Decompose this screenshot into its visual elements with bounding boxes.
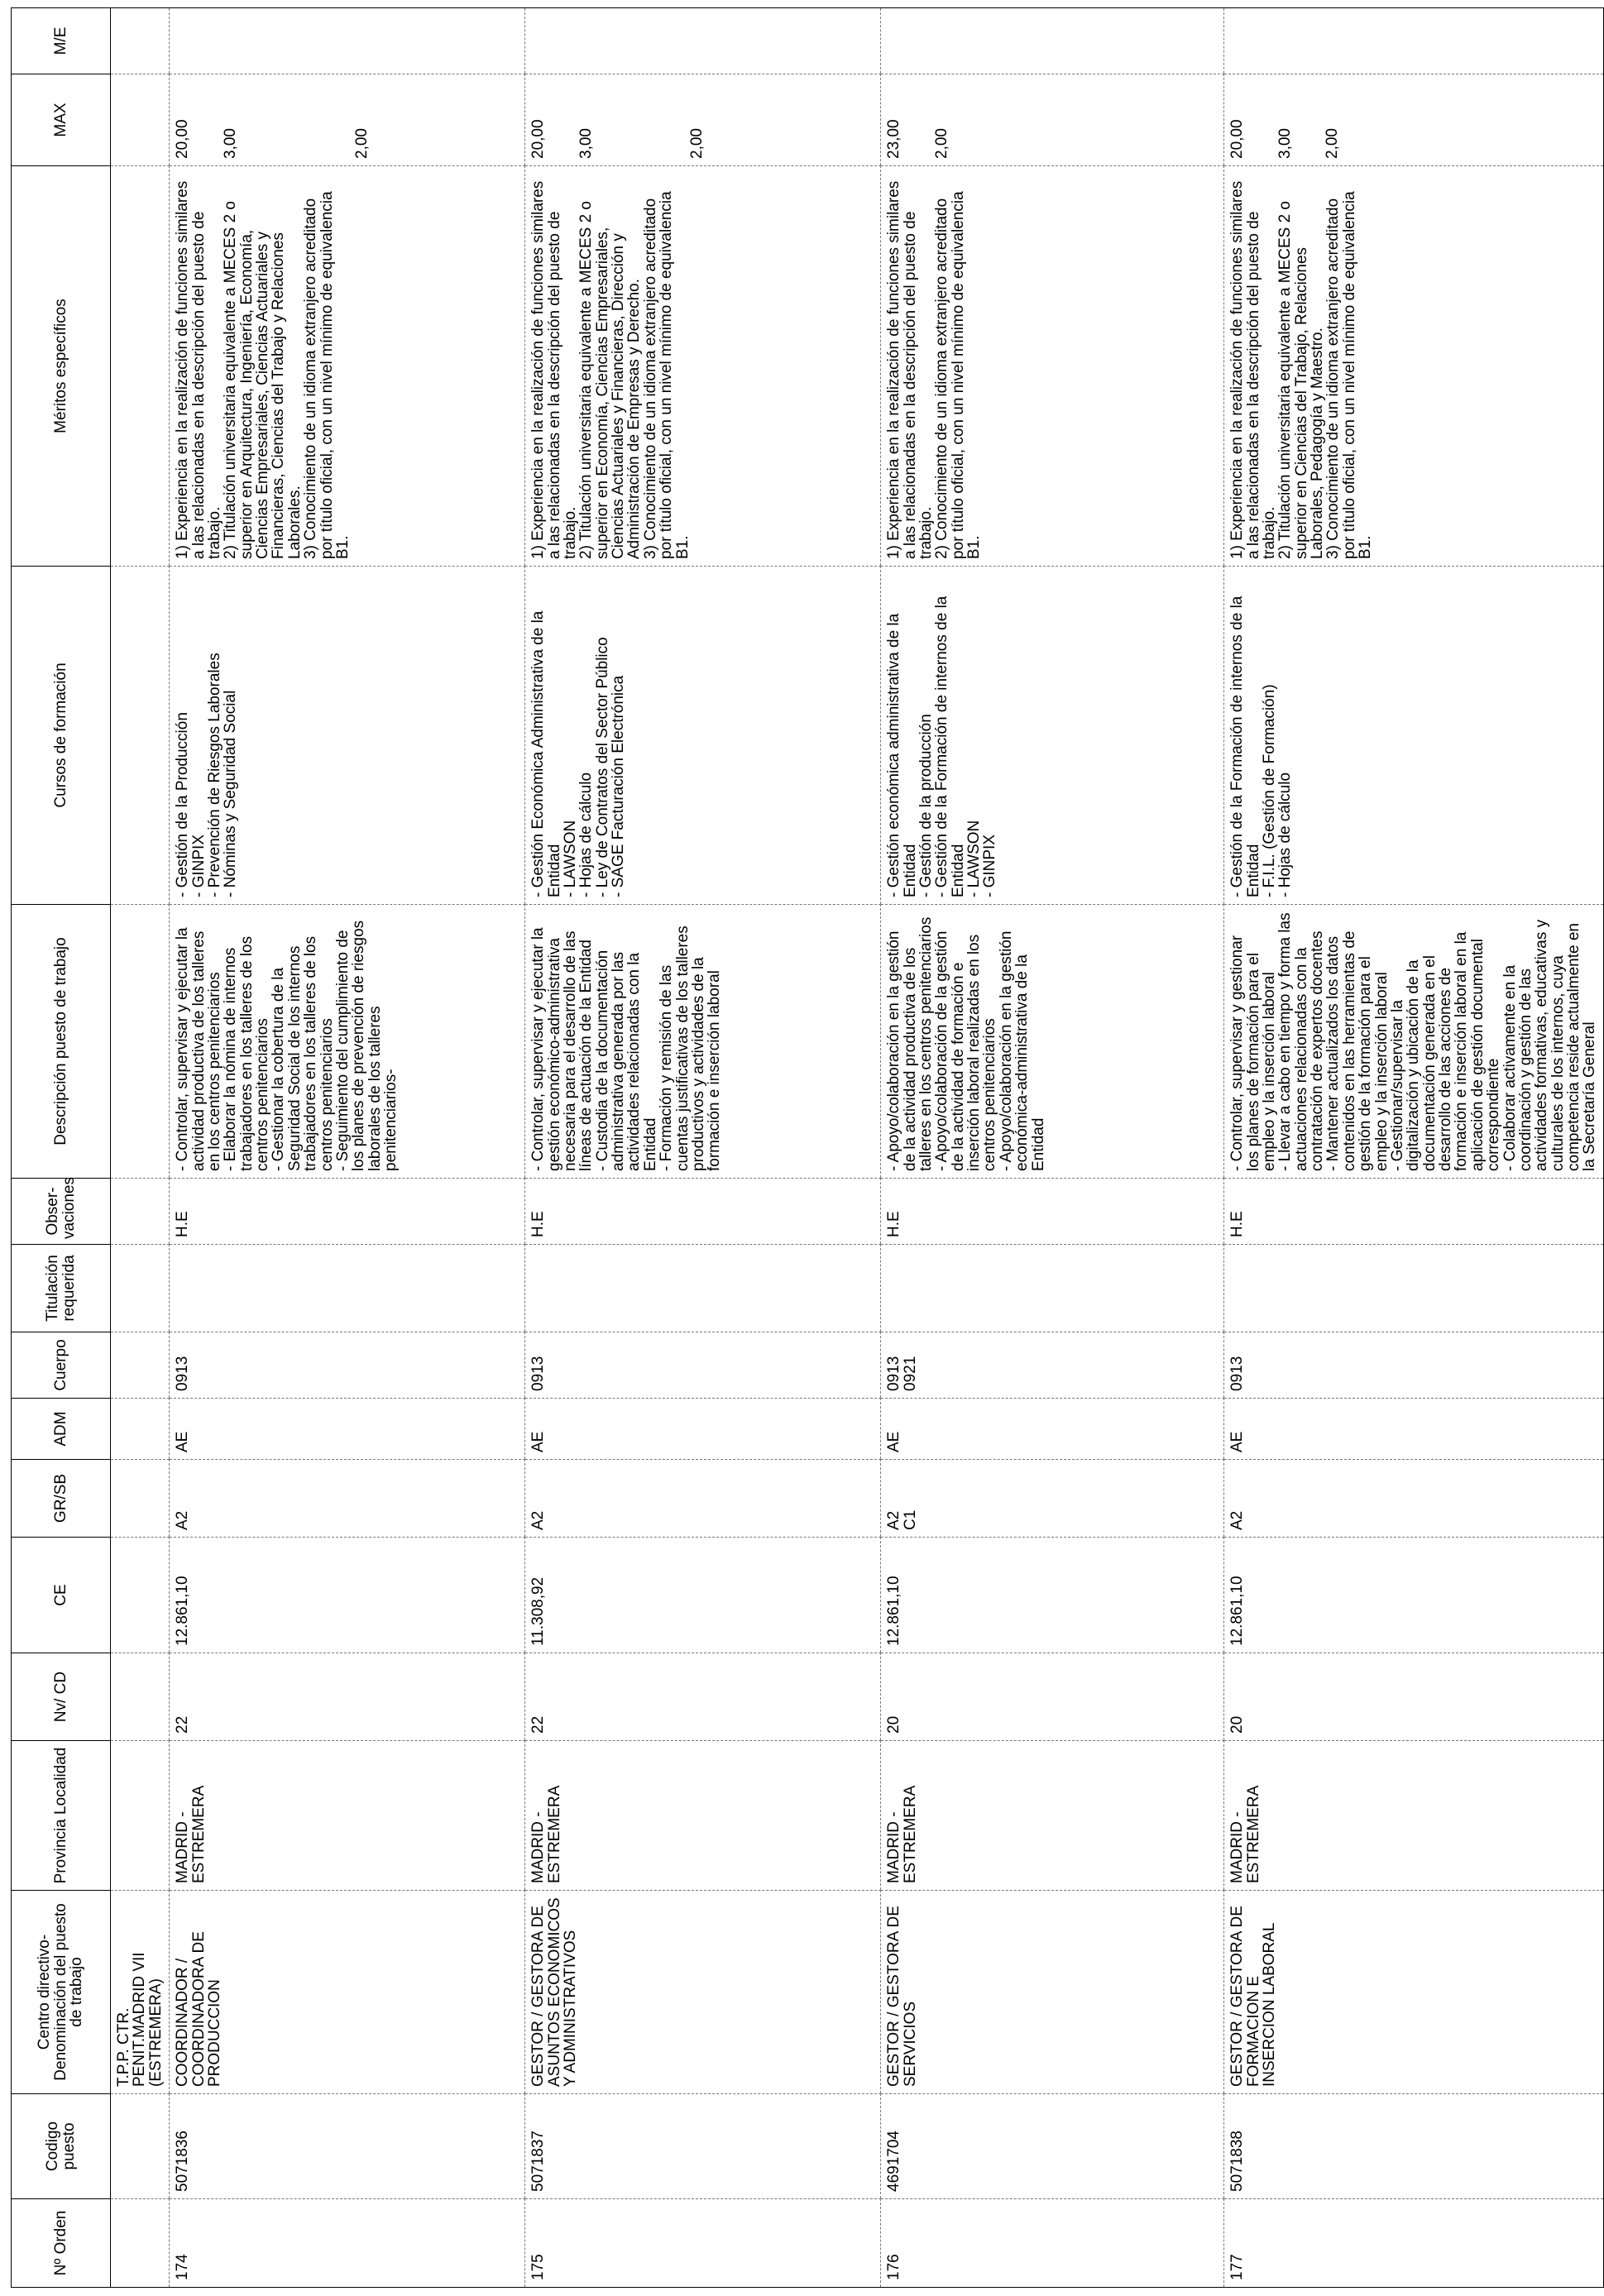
table-row xyxy=(170,8,525,2288)
cell-orden: 174 xyxy=(170,2199,525,2288)
header-max: MAX xyxy=(12,74,111,166)
cell-nivel: 22 xyxy=(525,1653,881,1741)
cell-adm: AE xyxy=(525,1399,881,1460)
cell-codigo: 5071837 xyxy=(525,2094,881,2199)
cell-me xyxy=(881,8,1224,74)
table-row xyxy=(881,8,1224,2288)
cell-descripcion: - Apoyo/colaboración en la gestión de la actividad productiva de los talleres en los centros penitenciarios - Apoyo/colaboración de la gestión de la actividad de formación e inserción laboral realizadas en los centros penitenciarios - Apoyo/colaboración en la gestión económica-administrativa de la Entidad xyxy=(881,905,1224,1179)
max-value: 3,00 xyxy=(1276,128,1294,159)
cell-cuerpo: 0913 0921 xyxy=(881,1332,1224,1399)
max-value: 23,00 xyxy=(885,119,903,159)
cell-ce: 12.861,10 xyxy=(881,1538,1224,1653)
cell-codigo: 5071838 xyxy=(1224,2094,1604,2199)
max-value: 3,00 xyxy=(577,128,595,159)
cell-max xyxy=(881,74,1224,166)
header-centro: Centro directivo- Denominación del puesto de trabajo xyxy=(12,1891,111,2094)
header-grsb: GR/SB xyxy=(12,1460,111,1538)
cell-denominacion: GESTOR / GESTORA DE SERVICIOS xyxy=(881,1891,1224,2094)
cell-denominacion: GESTOR / GESTORA DE ASUNTOS ECONOMICOS Y ADMINISTRATIVOS xyxy=(525,1891,881,2094)
cell-provincia: MADRID - ESTREMERA xyxy=(881,1741,1224,1891)
cell-cuerpo: 0913 xyxy=(170,1332,525,1399)
cell-grsb: A2 C1 xyxy=(881,1460,1224,1538)
header-me: M/E xyxy=(12,8,111,74)
cell-descripcion: - Controlar, supervisar y ejecutar la gestión económico-administrativa necesaria para el desarrollo de las líneas de actuación de la Entidad - Custodia de la documentación administrativa generada por las actividades relacionadas con la Entidad - Formación y remisión de las cuentas justificativas de los talleres productivos y actividades de la formación e inserción laboral xyxy=(525,905,881,1179)
cell-titulacion xyxy=(525,1245,881,1332)
cell-provincia: MADRID - ESTREMERA xyxy=(170,1741,525,1891)
max-value: 3,00 xyxy=(221,128,239,159)
cell-grsb: A2 xyxy=(1224,1460,1604,1538)
header-cuerpo: Cuerpo xyxy=(12,1332,111,1399)
max-value: 2,00 xyxy=(352,128,371,159)
cell-provincia: MADRID - ESTREMERA xyxy=(1224,1741,1604,1891)
cell-observaciones: H.E xyxy=(881,1179,1224,1245)
cell-meritos: 1) Experiencia en la realización de funciones similares a las relacionadas en la descripción del puesto de trabajo. 2) Conocimiento de un idioma extranjero acreditado por título oficial, con un nivel mínimo de equivalencia B1. xyxy=(881,166,1224,567)
cell-grsb: A2 xyxy=(525,1460,881,1538)
cell-cursos: - Gestión de la Producción - GINPIX - Prevención de Riesgos Laborales - Nóminas y Seguridad Social xyxy=(170,567,525,905)
cell-max xyxy=(170,74,525,166)
max-value: 20,00 xyxy=(1228,119,1247,159)
table-row xyxy=(525,8,881,2288)
cell-denominacion: GESTOR / GESTORA DE FORMACION E INSERCION LABORAL xyxy=(1224,1891,1604,2094)
cell-meritos: 1) Experiencia en la realización de funciones similares a las relacionadas en la descripción del puesto de trabajo. 2) Titulación universitaria equivalente a MECES 2 o superior en Ciencias del Trabajo, Relaciones Laborales, Pedagogía y Maestro. 3) Conocimiento de un idioma extranjero acreditado por título oficial, con un nivel mínimo de equivalencia B1. xyxy=(1224,166,1604,567)
cell-cuerpo: 0913 xyxy=(525,1332,881,1399)
cell-adm: AE xyxy=(1224,1399,1604,1460)
cell-cursos: - Gestión económica administrativa de la Entidad - Gestión de la producción - Gestión de la Formación de internos de la Entidad - LAWSON - GINPIX xyxy=(881,567,1224,905)
header-row xyxy=(12,8,111,2288)
job-positions-table xyxy=(11,7,1604,2288)
cell-orden: 177 xyxy=(1224,2199,1604,2288)
max-value: 2,00 xyxy=(1323,128,1341,159)
header-observaciones: Obser- vaciones xyxy=(12,1179,111,1245)
cell-descripcion: - Controlar, supervisar y gestionar los planes de formación para el empleo y la inserción laboral - Llevar a cabo en tiempo y forma las actuaciones relacionadas con la contratación de expertos docentes - Mantener actualizados los datos contenidos en las herramientas de gestión de la formación para el empleo y la inserción laboral - Gestionar/supervisar la digitalización y ubicación de la documentación generada en el desarrollo de las acciones de formación e inserción laboral en la aplicación de gestión documental correspondiente - Colaborar activamente en la coordinación y gestión de las actividades formativas, educativas y culturales de los internos, cuya competencia reside actualmente en la Secretaría General xyxy=(1224,905,1604,1179)
header-meritos: Méritos específicos xyxy=(12,166,111,567)
cell-meritos: 1) Experiencia en la realización de funciones similares a las relacionadas en la descripción del puesto de trabajo. 2) Titulación universitaria equivalente a MECES 2 o superior en Arquitectura, Ingeniería, Economía, Ciencias Empresariales, Ciencias Actuariales y Financieras, Ciencias del Trabajo y Relaciones Laborales. 3) Conocimiento de un idioma extranjero acreditado por título oficial, con un nivel mínimo de equivalencia B1. xyxy=(170,166,525,567)
max-value: 20,00 xyxy=(529,119,548,159)
cell-cursos: - Gestión de la Formación de internos de la Entidad - F.I.L. (Gestión de Formación) - Hojas de cálculo xyxy=(1224,567,1604,905)
cell-ce: 12.861,10 xyxy=(1224,1538,1604,1653)
cell-max xyxy=(1224,74,1604,166)
header-titulacion: Titulación requerida xyxy=(12,1245,111,1332)
cell-cuerpo: 0913 xyxy=(1224,1332,1604,1399)
cell-titulacion xyxy=(170,1245,525,1332)
cell-nivel: 22 xyxy=(170,1653,525,1741)
cell-codigo: 5071836 xyxy=(170,2094,525,2199)
header-cursos: Cursos de formación xyxy=(12,567,111,905)
cell-ce: 11.308,92 xyxy=(525,1538,881,1653)
header-ce: CE xyxy=(12,1538,111,1653)
max-value: 2,00 xyxy=(687,128,706,159)
cell-adm: AE xyxy=(881,1399,1224,1460)
center-name: T.P.P. CTR. PENIT.MADRID VII (ESTREMERA) xyxy=(111,1891,170,2094)
max-value: 2,00 xyxy=(932,128,950,159)
header-adm: ADM xyxy=(12,1399,111,1460)
cell-observaciones: H.E xyxy=(170,1179,525,1245)
header-nivel: Nv/ CD xyxy=(12,1653,111,1741)
cell-cursos: - Gestión Económica Administrativa de la Entidad - LAWSON - Hojas de cálculo - Ley de Contratos del Sector Público - SAGE Facturación Electrónica xyxy=(525,567,881,905)
cell-me xyxy=(170,8,525,74)
cell-observaciones: H.E xyxy=(1224,1179,1604,1245)
cell-max xyxy=(525,74,881,166)
header-codigo: Codigo puesto xyxy=(12,2094,111,2199)
header-provincia: Provincia Localidad xyxy=(12,1741,111,1891)
cell-nivel: 20 xyxy=(1224,1653,1604,1741)
cell-orden: 176 xyxy=(881,2199,1224,2288)
cell-orden: 175 xyxy=(525,2199,881,2288)
cell-provincia: MADRID - ESTREMERA xyxy=(525,1741,881,1891)
cell-nivel: 20 xyxy=(881,1653,1224,1741)
cell-adm: AE xyxy=(170,1399,525,1460)
header-orden: Nº Orden xyxy=(12,2199,111,2288)
max-value: 20,00 xyxy=(174,119,192,159)
cell-me xyxy=(525,8,881,74)
table-row xyxy=(1224,8,1604,2288)
cell-denominacion: COORDINADOR / COORDINADORA DE PRODUCCION xyxy=(170,1891,525,2094)
cell-meritos: 1) Experiencia en la realización de funciones similares a las relacionadas en la descripción del puesto de trabajo. 2) Titulación universitaria equivalente a MECES 2 o superior en Economía, Ciencias Empresariales, Ciencias Actuariales y Financieras, Dirección y Administración de Empresas y Derecho. 3) Conocimiento de un idioma extranjero acreditado por título oficial, con un nivel mínimo de equivalencia B1. xyxy=(525,166,881,567)
header-descripcion: Descripción puesto de trabajo xyxy=(12,905,111,1179)
center-row xyxy=(111,8,170,2288)
cell-descripcion: - Controlar, supervisar y ejecutar la actividad productiva de los talleres en los centros penitenciarios - Elaborar la nómina de internos trabajadores en los talleres de los centros penitenciarios - Gestionar la cobertura de la Seguridad Social de los internos trabajadores en los talleres de los centros penitenciarios - Seguimiento del cumplimiento de los planes de prevención de riesgos laborales de los talleres penitenciarios- xyxy=(170,905,525,1179)
cell-ce: 12.861,10 xyxy=(170,1538,525,1653)
cell-grsb: A2 xyxy=(170,1460,525,1538)
cell-me xyxy=(1224,8,1604,74)
cell-codigo: 4691704 xyxy=(881,2094,1224,2199)
cell-titulacion xyxy=(1224,1245,1604,1332)
cell-titulacion xyxy=(881,1245,1224,1332)
cell-observaciones: H.E xyxy=(525,1179,881,1245)
